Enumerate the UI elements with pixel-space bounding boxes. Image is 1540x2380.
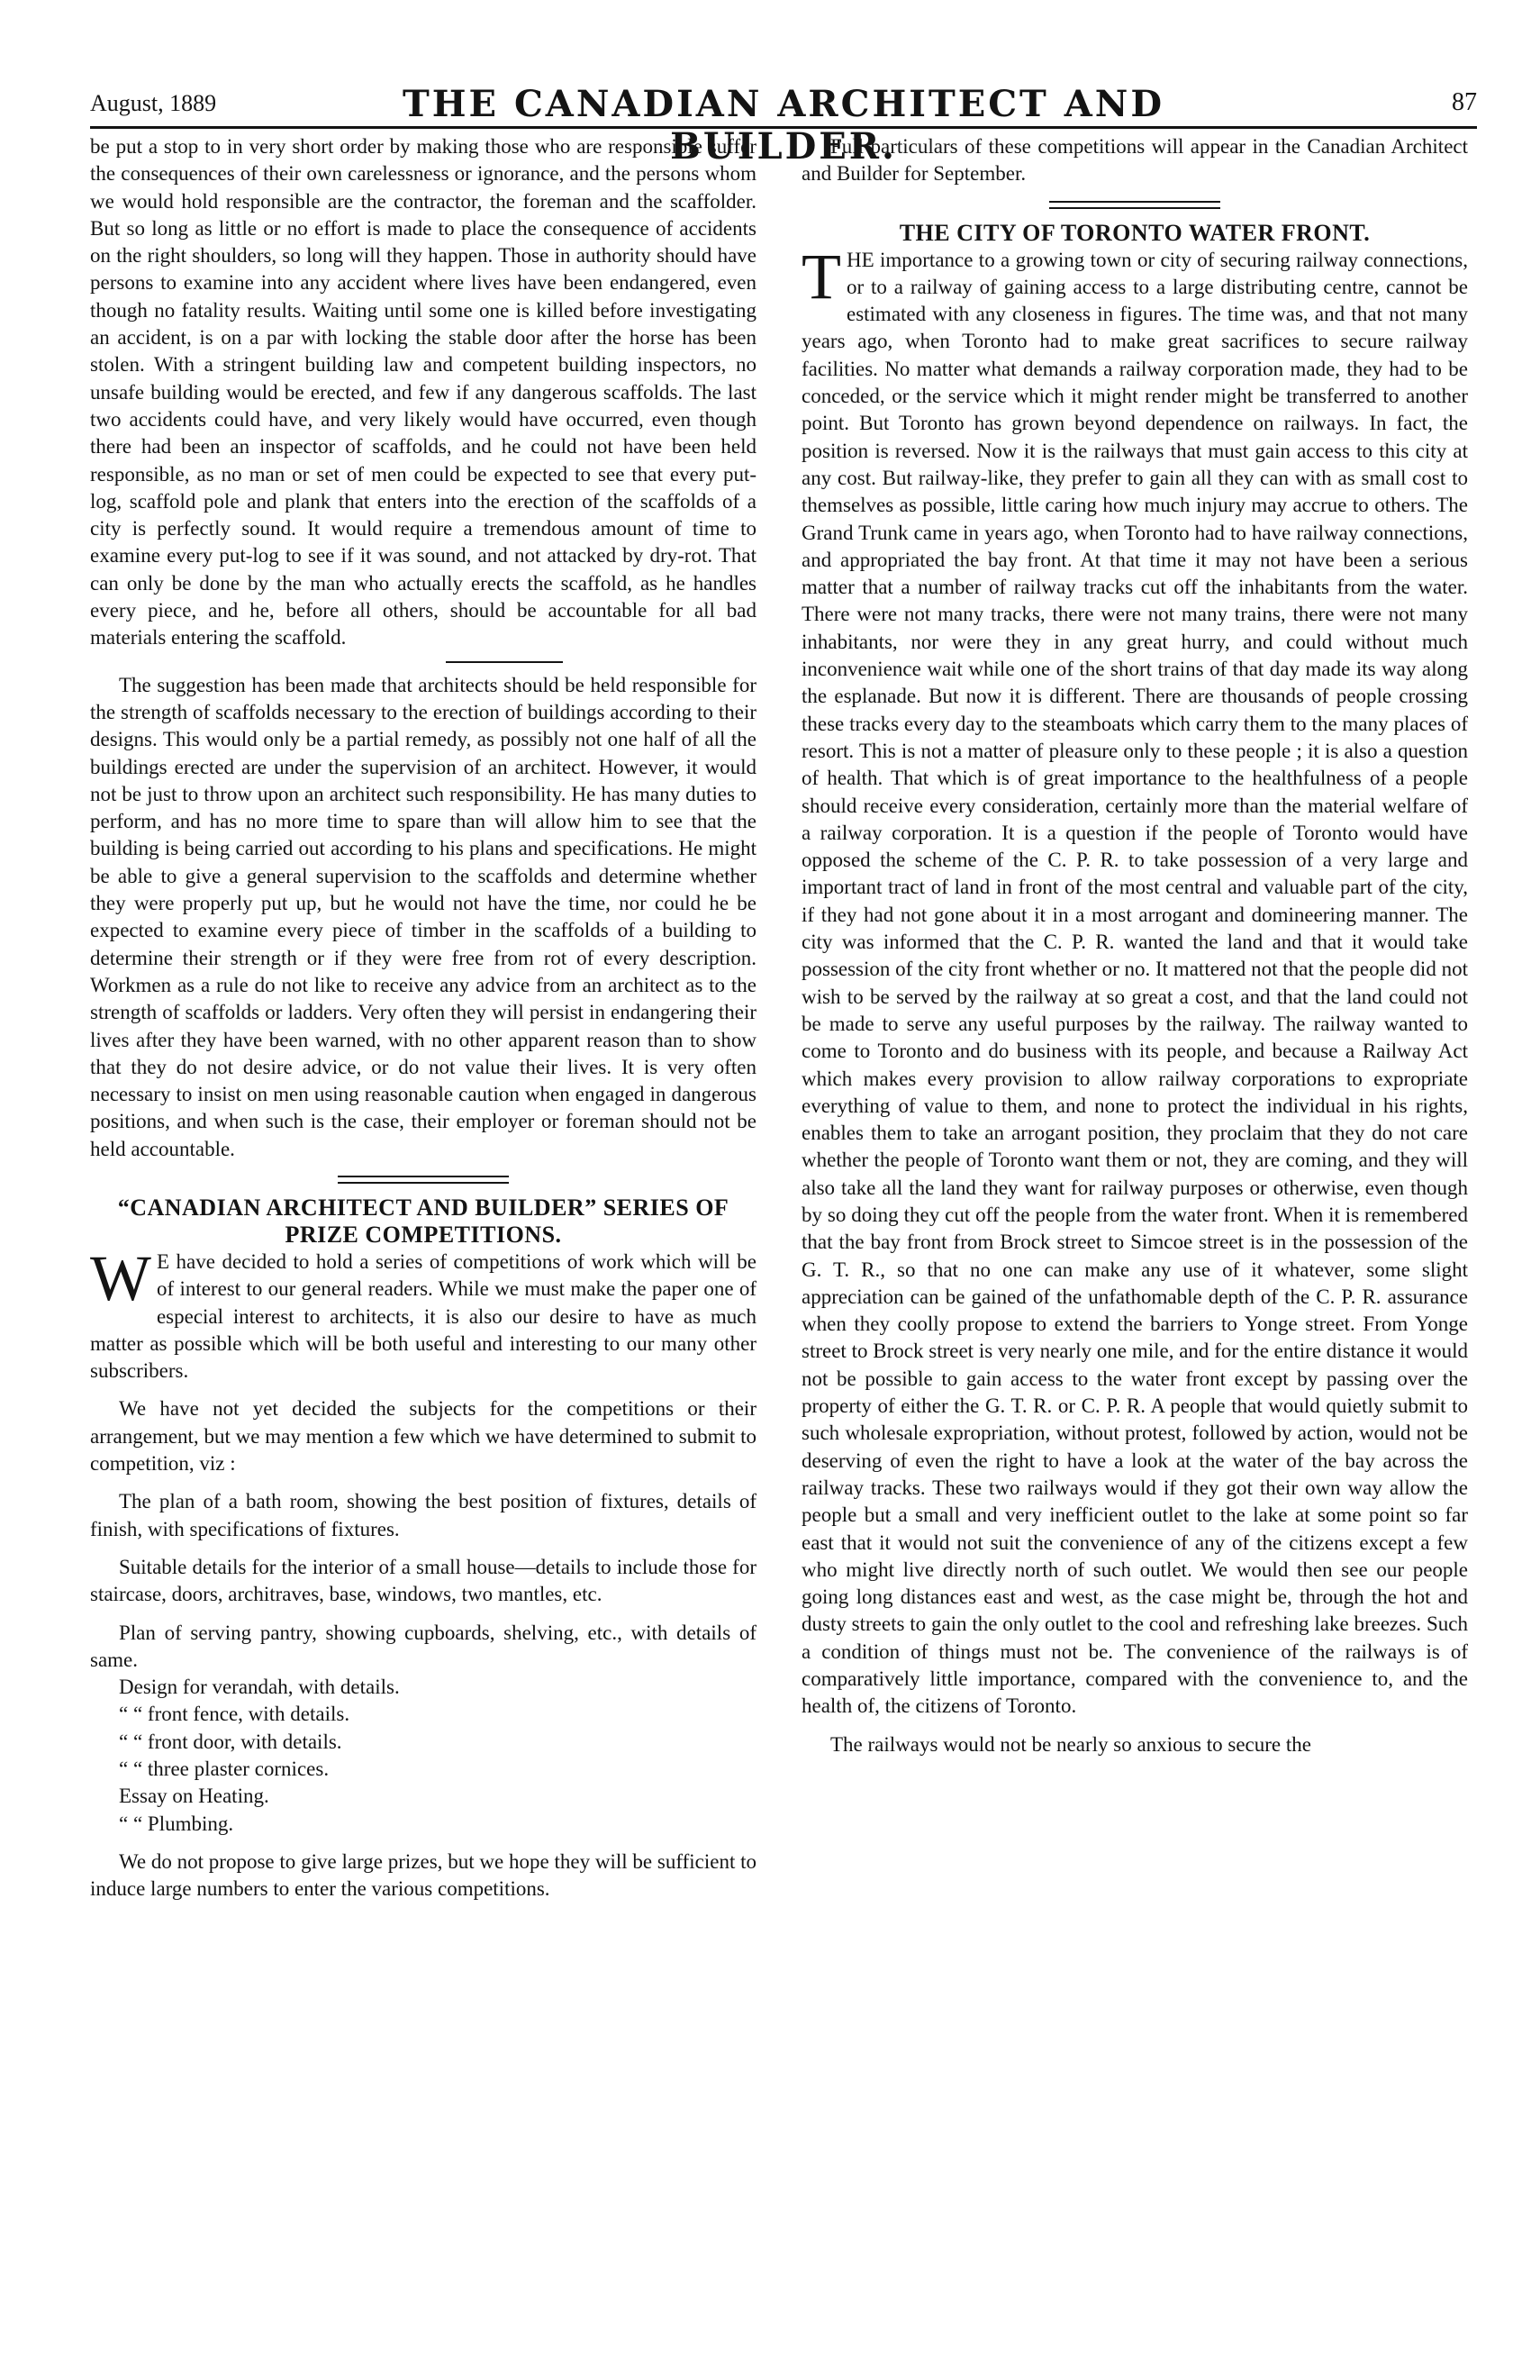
list-item: “ “ three plaster cornices. — [119, 1758, 330, 1781]
header-rule — [90, 126, 1477, 129]
competition-list — [90, 1674, 756, 1838]
list-item: “ “ front door, with details. — [119, 1730, 342, 1753]
list-item: Design for verandah, with details. — [119, 1676, 400, 1699]
double-rule-divider — [1049, 201, 1220, 209]
article-paragraph: THE importance to a growing town or city of securing railway connections, or to a railway of gaining access to a large distributing centre, cannot be estimated with any closeness in figures. The time was, and that not many years ago, when Toronto had to make great sacrifices to secure railway facilities. No matter what demands a railway corporation made, they had to be conceded, or the service which it might render might be transferred to another point. But Toronto has grown beyond dependence on railways. In fact, the position is reversed. Now it is the railways that must gain access to this city at any cost. But railway-like, they prefer to gain all they can with as small cost to themselves as possible, little caring how much injury may accrue to others. The Grand Trunk came in years ago, when Toronto had to have railway connections, and appropriated the bay front. At that time it may not have been a serious matter that a number of railway tracks cut off the inhabitants from the water. There were not many tracks, there were not many trains, there were not many inhabitants, nor were they in any great hurry, and could without much inconvenience wait while one of the short trains of that day made its way along the esplanade. But now it is different. There are thousands of people crossing these tracks every day to the steamboats which carry them to the many places of resort. This is not a matter of pleasure only to these people ; it is also a question of health. That which is of great importance to the healthfulness of a people should receive every consideration, certainly more than the material welfare of a railway corporation. It is a question if the people of Toronto would have opposed the scheme of the C. P. R. to take possession of a very large and important tract of land in front of the most central and valuable part of the city, if they had not gone about it in a most arrogant and domineering manner. The city was informed that the C. P. R. wanted the land and that it would take possession of the city front whether or no. It mattered not that the people did not wish to be served by the railway at so great a cost, and that the land could not be made to serve any useful purposes by the railway. The railway wanted to come to Toronto and do business with its people, and because a Railway Act which makes every provision to allow railway corporations to expropriate everything of value to them, and none to protect the individual in his rights, enables them to take an arrogant position, they proclaim that they do not care whether the people of Toronto want them or not, they are coming, and they will also take all the land they want for railway purposes or otherwise, even though by so doing they cut off the people from the water front. When it is remembered that the bay front from Brock street to Simcoe street is in the possession of the G. T. R., so that no one can make any use of it whatever, some slight appreciation can be gained of the unfathomable depth of the C. P. R. assurance when they coolly propose to extend the barriers to Yonge street. From Yonge street to Brock street is very nearly one mile, and for the entire distance it would not be possible to gain access to the water front except by passing over the property of either the G. T. R. or C. P. R. A people that would quietly submit to such wholesale expropriation, without protest, followed by action, would not be deserving of even the right to have a look at the water of the bay across the railway tracks. These two railways would if they got their own way allow the people but a small and very inefficient outlet to the lake at some point so far east that it would not suit the convenience of any of the citizens except a few who might live directly north of such outlet. We would then see our people going long distances east and west, as the case might be, through the hot and dusty streets to gain the only outlet to the cool and refreshing lake breezes. Such a condition of things must not be. The convenience of the railways is of comparatively little importance, compared with the convenience to, and the health of, the citizens of Toronto. — [802, 240, 1468, 1718]
page-number: 87 — [1452, 88, 1477, 116]
article-paragraph: Full particulars of these competitions will appear in the Canadian Architect and Builder for September. — [802, 135, 1468, 186]
article-paragraph: W E have decided to hold a series of competitions of work which will be of interest to our general readers. While we must make the paper one of especial interest to architects, it is also our desire to have as much matter as possible which will be both useful and interesting to our many other subscribers. — [90, 1241, 756, 1383]
article-paragraph: Suitable details for the interior of a small house—details to include those for staircase, doors, architraves, base, windows, two mantles, etc. — [90, 1555, 756, 1606]
article-paragraph: We have not yet decided the subjects for the competitions or their arrangement, but we may mention a few which we have determined to submit to competition, viz : — [90, 1397, 756, 1476]
drop-cap: T — [802, 240, 841, 313]
article-paragraph: Plan of serving pantry, showing cupboards, shelving, etc., with details of same. — [90, 1621, 756, 1671]
left-column — [90, 133, 756, 1903]
list-item: “ “ front fence, with details. — [119, 1703, 350, 1726]
article-paragraph: be put a stop to in very short order by making those who are responsible suffer the consequences of their own carelessness or ignorance, and the persons whom we would hold responsible are the contractor, the foreman and the scaffolder. But so long as little or no effort is made to place the consequence of accidents on the right shoulders, so long will they happen. Those in authority should have persons to examine into any accident where lives have been endangered, even though no fatality results. Waiting until some one is killed before investigating an accident, is on a par with locking the stable door after the horse has been stolen. With a stringent building law and competent building inspectors, no unsafe building would be erected, and few if any dangerous scaffolds. The last two accidents could have, and very likely would have occurred, even though there had been an inspector of scaffolds, and he could not have been held responsible, as no man or set of men could be expected to see that every put-log, scaffold pole and plank that enters into the erection of the scaffolds of a city is perfectly sound. It would require a tremendous amount of time to examine every put-log to see if it was sound, and not attacked by dry-rot. That can only be done by the man who actually erects the scaffold, as he handles every piece, and he, before all others, should be accountable for all bad materials entering the scaffold. — [90, 135, 756, 650]
article-paragraph: The railways would not be nearly so anxious to secure the — [830, 1732, 1311, 1756]
article-paragraph: We do not propose to give large prizes, but we hope they will be sufficient to induce large numbers to enter the various competitions. — [90, 1849, 756, 1901]
article-paragraph: The suggestion has been made that architects should be held responsible for the strength of scaffolds necessary to the erection of buildings according to their designs. This would only be a partial remedy, as possibly not one half of all the buildings erected are under the supervision of an architect. However, it would not be just to throw upon an architect such responsibility. He has many duties to perform, and has no more time to spare than will allow him to see that the building is being carried out according to his plans and specifications. He might be able to give a general supervision to the scaffolds and determine whether they were properly put up, but he would not have the time, nor could he be expected to examine every piece of timber in the scaffolds of a building to determine their strength or if they were free from rot of every description. Workmen as a rule do not like to receive any advice from an architect as to the strength of scaffolds or ladders. Very often they will persist in endangering their lives after they have been warned, with no other apparent reason than to show that they do not desire advice, or do not value their lives. It is very often necessary to insist on men using reasonable caution when engaged in dangerous positions, and when such is the case, their employer or foreman should not be held accountable. — [90, 673, 756, 1160]
publication-title: THE CANADIAN ARCHITECT AND BUILDER. — [402, 83, 1165, 168]
drop-cap: W — [90, 1241, 151, 1314]
list-item: Essay on Heating. — [119, 1785, 269, 1808]
section-heading: “CANADIAN ARCHITECT AND BUILDER” SERIES OF PRIZE COMPETITIONS. — [117, 1194, 729, 1248]
issue-date: August, 1889 — [90, 90, 217, 116]
section-divider — [446, 661, 563, 663]
right-column — [802, 133, 1468, 1758]
list-item: “ “ Plumbing. — [119, 1812, 234, 1835]
double-rule-divider — [338, 1176, 509, 1184]
article-paragraph: The plan of a bath room, showing the best position of fixtures, details of finish, with specifications of fixtures. — [90, 1490, 756, 1540]
section-heading: THE CITY OF TORONTO WATER FRONT. — [899, 219, 1371, 246]
